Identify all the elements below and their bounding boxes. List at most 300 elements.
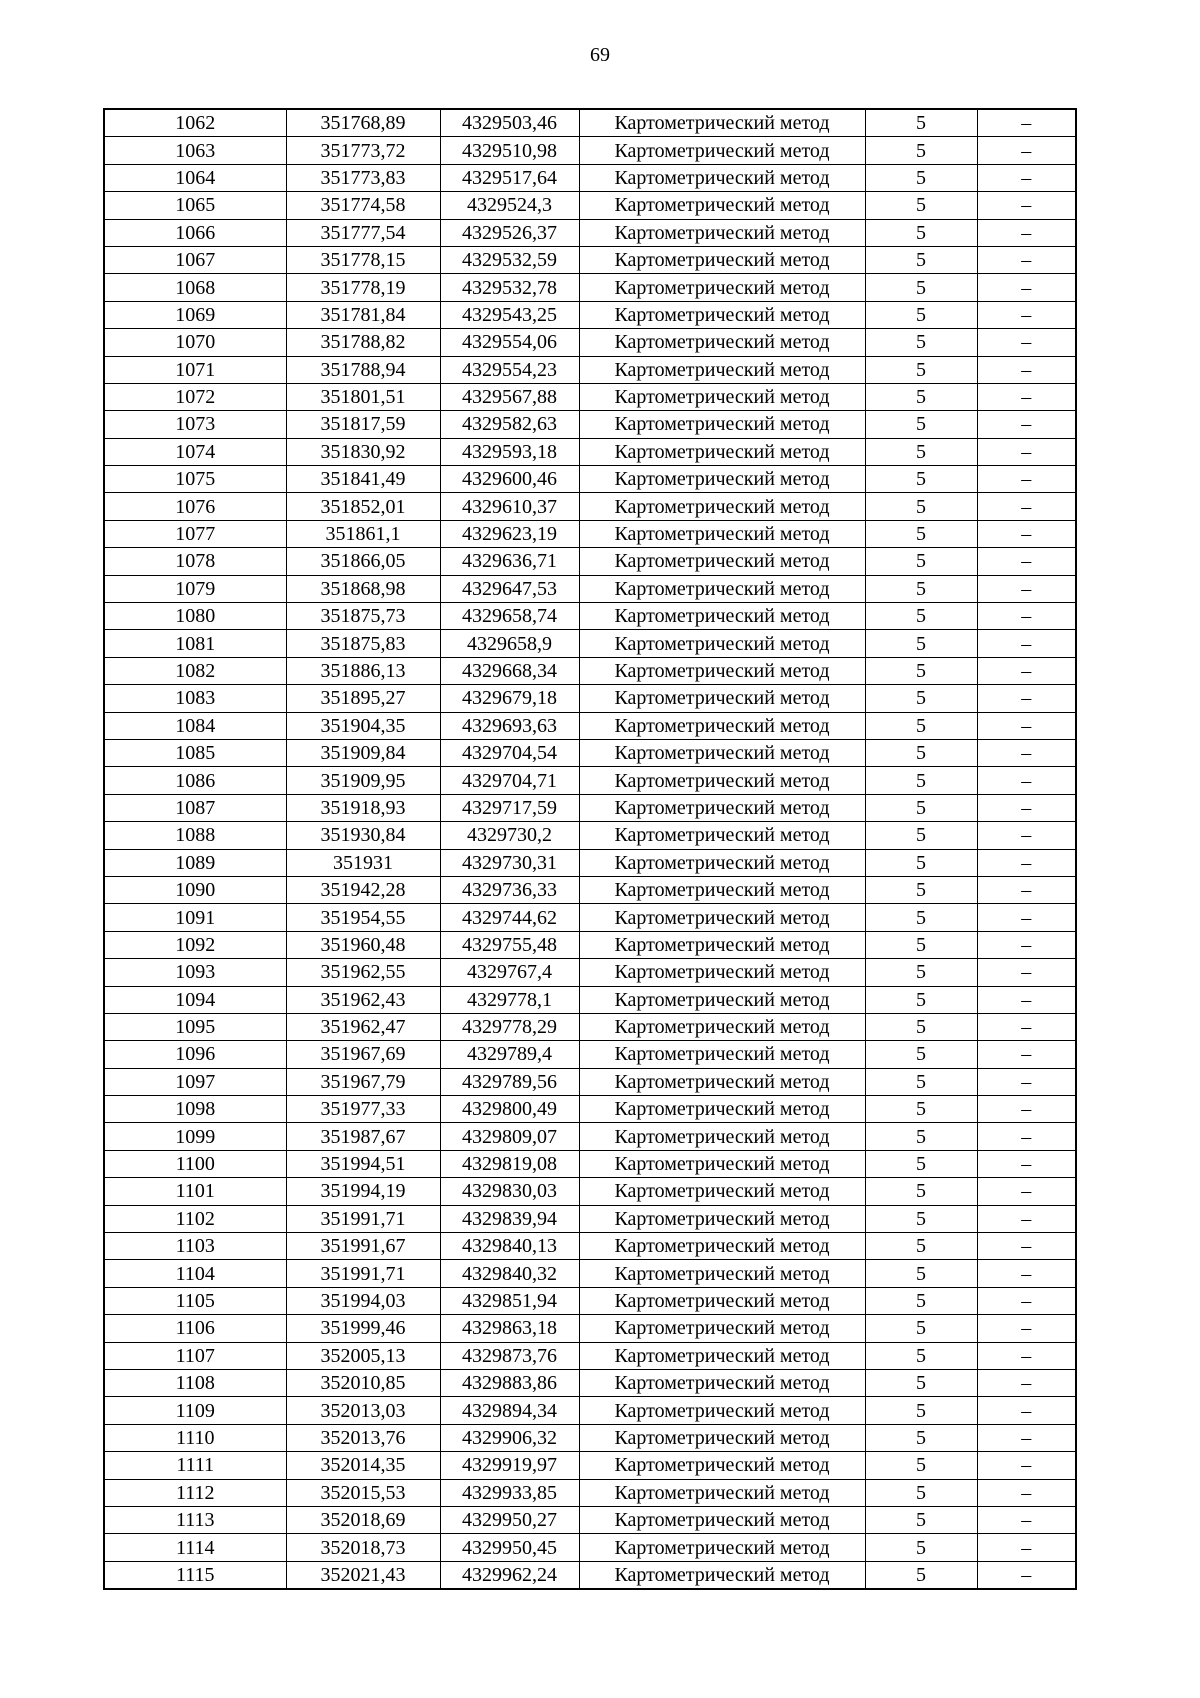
description-cell: –	[977, 520, 1076, 547]
method-cell: Картометрический метод	[579, 164, 865, 191]
y-coordinate-cell: 4329730,2	[440, 822, 579, 849]
accuracy-cell: 5	[865, 219, 977, 246]
accuracy-cell: 5	[865, 1013, 977, 1040]
accuracy-cell: 5	[865, 1287, 977, 1314]
method-cell: Картометрический метод	[579, 1013, 865, 1040]
method-cell: Картометрический метод	[579, 1041, 865, 1068]
y-coordinate-cell: 4329950,45	[440, 1534, 579, 1561]
accuracy-cell: 5	[865, 274, 977, 301]
accuracy-cell: 5	[865, 1315, 977, 1342]
accuracy-cell: 5	[865, 904, 977, 931]
description-cell: –	[977, 1123, 1076, 1150]
x-coordinate-cell: 351781,84	[286, 301, 440, 328]
description-cell: –	[977, 301, 1076, 328]
point-number-cell: 1076	[104, 493, 286, 520]
description-cell: –	[977, 1041, 1076, 1068]
method-cell: Картометрический метод	[579, 739, 865, 766]
method-cell: Картометрический метод	[579, 1123, 865, 1150]
accuracy-cell: 5	[865, 630, 977, 657]
y-coordinate-cell: 4329668,34	[440, 657, 579, 684]
method-cell: Картометрический метод	[579, 986, 865, 1013]
description-cell: –	[977, 329, 1076, 356]
y-coordinate-cell: 4329600,46	[440, 466, 579, 493]
point-number-cell: 1078	[104, 548, 286, 575]
table-row	[104, 876, 1076, 903]
y-coordinate-cell: 4329554,23	[440, 356, 579, 383]
x-coordinate-cell: 351962,43	[286, 986, 440, 1013]
accuracy-cell: 5	[865, 246, 977, 273]
accuracy-cell: 5	[865, 822, 977, 849]
description-cell: –	[977, 1013, 1076, 1040]
x-coordinate-cell: 351991,71	[286, 1205, 440, 1232]
accuracy-cell: 5	[865, 466, 977, 493]
x-coordinate-cell: 352013,76	[286, 1424, 440, 1451]
x-coordinate-cell: 351909,95	[286, 767, 440, 794]
method-cell: Картометрический метод	[579, 1205, 865, 1232]
accuracy-cell: 5	[865, 959, 977, 986]
table-row	[104, 1013, 1076, 1040]
method-cell: Картометрический метод	[579, 712, 865, 739]
accuracy-cell: 5	[865, 657, 977, 684]
y-coordinate-cell: 4329819,08	[440, 1150, 579, 1177]
accuracy-cell: 5	[865, 329, 977, 356]
y-coordinate-cell: 4329647,53	[440, 575, 579, 602]
accuracy-cell: 5	[865, 794, 977, 821]
y-coordinate-cell: 4329582,63	[440, 411, 579, 438]
accuracy-cell: 5	[865, 520, 977, 547]
method-cell: Картометрический метод	[579, 1506, 865, 1533]
description-cell: –	[977, 1534, 1076, 1561]
table-row	[104, 274, 1076, 301]
y-coordinate-cell: 4329894,34	[440, 1397, 579, 1424]
accuracy-cell: 5	[865, 1096, 977, 1123]
x-coordinate-cell: 351875,83	[286, 630, 440, 657]
point-number-cell: 1085	[104, 739, 286, 766]
point-number-cell: 1092	[104, 931, 286, 958]
table-row	[104, 712, 1076, 739]
y-coordinate-cell: 4329704,71	[440, 767, 579, 794]
description-cell: –	[977, 192, 1076, 219]
description-cell: –	[977, 931, 1076, 958]
x-coordinate-cell: 351841,49	[286, 466, 440, 493]
accuracy-cell: 5	[865, 493, 977, 520]
y-coordinate-cell: 4329532,59	[440, 246, 579, 273]
x-coordinate-cell: 352013,03	[286, 1397, 440, 1424]
point-number-cell: 1098	[104, 1096, 286, 1123]
point-number-cell: 1075	[104, 466, 286, 493]
y-coordinate-cell: 4329543,25	[440, 301, 579, 328]
point-number-cell: 1065	[104, 192, 286, 219]
x-coordinate-cell: 351991,67	[286, 1233, 440, 1260]
y-coordinate-cell: 4329809,07	[440, 1123, 579, 1150]
description-cell: –	[977, 383, 1076, 410]
x-coordinate-cell: 351777,54	[286, 219, 440, 246]
method-cell: Картометрический метод	[579, 1096, 865, 1123]
y-coordinate-cell: 4329658,74	[440, 603, 579, 630]
table-row	[104, 904, 1076, 931]
point-number-cell: 1100	[104, 1150, 286, 1177]
table-row	[104, 520, 1076, 547]
y-coordinate-cell: 4329679,18	[440, 685, 579, 712]
point-number-cell: 1063	[104, 137, 286, 164]
description-cell: –	[977, 1287, 1076, 1314]
table-row	[104, 959, 1076, 986]
accuracy-cell: 5	[865, 438, 977, 465]
x-coordinate-cell: 351918,93	[286, 794, 440, 821]
y-coordinate-cell: 4329839,94	[440, 1205, 579, 1232]
x-coordinate-cell: 351817,59	[286, 411, 440, 438]
y-coordinate-cell: 4329693,63	[440, 712, 579, 739]
x-coordinate-cell: 351768,89	[286, 109, 440, 137]
point-number-cell: 1095	[104, 1013, 286, 1040]
description-cell: –	[977, 438, 1076, 465]
x-coordinate-cell: 351875,73	[286, 603, 440, 630]
x-coordinate-cell: 351866,05	[286, 548, 440, 575]
method-cell: Картометрический метод	[579, 575, 865, 602]
table-row	[104, 1369, 1076, 1396]
point-number-cell: 1093	[104, 959, 286, 986]
point-number-cell: 1091	[104, 904, 286, 931]
x-coordinate-cell: 351868,98	[286, 575, 440, 602]
accuracy-cell: 5	[865, 767, 977, 794]
accuracy-cell: 5	[865, 1041, 977, 1068]
y-coordinate-cell: 4329873,76	[440, 1342, 579, 1369]
method-cell: Картометрический метод	[579, 383, 865, 410]
description-cell: –	[977, 466, 1076, 493]
description-cell: –	[977, 164, 1076, 191]
description-cell: –	[977, 767, 1076, 794]
x-coordinate-cell: 351962,55	[286, 959, 440, 986]
y-coordinate-cell: 4329767,4	[440, 959, 579, 986]
point-number-cell: 1082	[104, 657, 286, 684]
x-coordinate-cell: 351909,84	[286, 739, 440, 766]
table-row	[104, 685, 1076, 712]
description-cell: –	[977, 1342, 1076, 1369]
table-row	[104, 1150, 1076, 1177]
accuracy-cell: 5	[865, 931, 977, 958]
description-cell: –	[977, 1452, 1076, 1479]
accuracy-cell: 5	[865, 109, 977, 137]
accuracy-cell: 5	[865, 1150, 977, 1177]
y-coordinate-cell: 4329840,13	[440, 1233, 579, 1260]
accuracy-cell: 5	[865, 164, 977, 191]
description-cell: –	[977, 739, 1076, 766]
description-cell: –	[977, 904, 1076, 931]
point-number-cell: 1073	[104, 411, 286, 438]
y-coordinate-cell: 4329524,3	[440, 192, 579, 219]
method-cell: Картометрический метод	[579, 1068, 865, 1095]
point-number-cell: 1086	[104, 767, 286, 794]
method-cell: Картометрический метод	[579, 466, 865, 493]
table-row	[104, 1123, 1076, 1150]
method-cell: Картометрический метод	[579, 192, 865, 219]
x-coordinate-cell: 351942,28	[286, 876, 440, 903]
accuracy-cell: 5	[865, 685, 977, 712]
description-cell: –	[977, 493, 1076, 520]
point-number-cell: 1062	[104, 109, 286, 137]
method-cell: Картометрический метод	[579, 794, 865, 821]
table-row	[104, 1479, 1076, 1506]
x-coordinate-cell: 352018,69	[286, 1506, 440, 1533]
table-row	[104, 575, 1076, 602]
table-row	[104, 1178, 1076, 1205]
table-row	[104, 794, 1076, 821]
table-row	[104, 164, 1076, 191]
point-number-cell: 1109	[104, 1397, 286, 1424]
description-cell: –	[977, 137, 1076, 164]
accuracy-cell: 5	[865, 575, 977, 602]
accuracy-cell: 5	[865, 1369, 977, 1396]
point-number-cell: 1070	[104, 329, 286, 356]
point-number-cell: 1107	[104, 1342, 286, 1369]
x-coordinate-cell: 351994,03	[286, 1287, 440, 1314]
table-row	[104, 849, 1076, 876]
point-number-cell: 1101	[104, 1178, 286, 1205]
point-number-cell: 1115	[104, 1561, 286, 1589]
y-coordinate-cell: 4329526,37	[440, 219, 579, 246]
table-row	[104, 1315, 1076, 1342]
point-number-cell: 1111	[104, 1452, 286, 1479]
description-cell: –	[977, 109, 1076, 137]
y-coordinate-cell: 4329567,88	[440, 383, 579, 410]
y-coordinate-cell: 4329510,98	[440, 137, 579, 164]
accuracy-cell: 5	[865, 1233, 977, 1260]
table-row	[104, 1205, 1076, 1232]
method-cell: Картометрический метод	[579, 274, 865, 301]
description-cell: –	[977, 603, 1076, 630]
accuracy-cell: 5	[865, 739, 977, 766]
method-cell: Картометрический метод	[579, 1561, 865, 1589]
table-row	[104, 438, 1076, 465]
method-cell: Картометрический метод	[579, 1452, 865, 1479]
x-coordinate-cell: 351895,27	[286, 685, 440, 712]
x-coordinate-cell: 352005,13	[286, 1342, 440, 1369]
point-number-cell: 1105	[104, 1287, 286, 1314]
accuracy-cell: 5	[865, 383, 977, 410]
x-coordinate-cell: 351962,47	[286, 1013, 440, 1040]
method-cell: Картометрический метод	[579, 1315, 865, 1342]
method-cell: Картометрический метод	[579, 520, 865, 547]
table-row	[104, 1342, 1076, 1369]
table-row	[104, 329, 1076, 356]
table-row	[104, 1096, 1076, 1123]
table-row	[104, 383, 1076, 410]
table-row	[104, 1041, 1076, 1068]
method-cell: Картометрический метод	[579, 959, 865, 986]
method-cell: Картометрический метод	[579, 876, 865, 903]
method-cell: Картометрический метод	[579, 301, 865, 328]
x-coordinate-cell: 352018,73	[286, 1534, 440, 1561]
table-row	[104, 411, 1076, 438]
description-cell: –	[977, 575, 1076, 602]
y-coordinate-cell: 4329730,31	[440, 849, 579, 876]
point-number-cell: 1094	[104, 986, 286, 1013]
point-number-cell: 1084	[104, 712, 286, 739]
accuracy-cell: 5	[865, 1178, 977, 1205]
accuracy-cell: 5	[865, 986, 977, 1013]
table-row	[104, 246, 1076, 273]
point-number-cell: 1112	[104, 1479, 286, 1506]
x-coordinate-cell: 351987,67	[286, 1123, 440, 1150]
point-number-cell: 1074	[104, 438, 286, 465]
description-cell: –	[977, 1561, 1076, 1589]
accuracy-cell: 5	[865, 1068, 977, 1095]
method-cell: Картометрический метод	[579, 1178, 865, 1205]
y-coordinate-cell: 4329933,85	[440, 1479, 579, 1506]
coordinates-table-body	[104, 109, 1076, 1589]
method-cell: Картометрический метод	[579, 219, 865, 246]
table-row	[104, 356, 1076, 383]
method-cell: Картометрический метод	[579, 1479, 865, 1506]
method-cell: Картометрический метод	[579, 603, 865, 630]
x-coordinate-cell: 351967,79	[286, 1068, 440, 1095]
description-cell: –	[977, 657, 1076, 684]
method-cell: Картометрический метод	[579, 356, 865, 383]
description-cell: –	[977, 1233, 1076, 1260]
accuracy-cell: 5	[865, 1506, 977, 1533]
y-coordinate-cell: 4329851,94	[440, 1287, 579, 1314]
table-row	[104, 603, 1076, 630]
method-cell: Картометрический метод	[579, 822, 865, 849]
x-coordinate-cell: 351954,55	[286, 904, 440, 931]
method-cell: Картометрический метод	[579, 548, 865, 575]
y-coordinate-cell: 4329919,97	[440, 1452, 579, 1479]
description-cell: –	[977, 1397, 1076, 1424]
table-row	[104, 1452, 1076, 1479]
table-row	[104, 1233, 1076, 1260]
accuracy-cell: 5	[865, 1479, 977, 1506]
table-row	[104, 630, 1076, 657]
table-row	[104, 301, 1076, 328]
y-coordinate-cell: 4329863,18	[440, 1315, 579, 1342]
x-coordinate-cell: 351830,92	[286, 438, 440, 465]
accuracy-cell: 5	[865, 1123, 977, 1150]
point-number-cell: 1104	[104, 1260, 286, 1287]
y-coordinate-cell: 4329736,33	[440, 876, 579, 903]
y-coordinate-cell: 4329717,59	[440, 794, 579, 821]
x-coordinate-cell: 351788,82	[286, 329, 440, 356]
coordinates-table	[103, 108, 1077, 1590]
point-number-cell: 1096	[104, 1041, 286, 1068]
x-coordinate-cell: 351778,19	[286, 274, 440, 301]
description-cell: –	[977, 246, 1076, 273]
y-coordinate-cell: 4329778,29	[440, 1013, 579, 1040]
table-row	[104, 1424, 1076, 1451]
y-coordinate-cell: 4329704,54	[440, 739, 579, 766]
point-number-cell: 1089	[104, 849, 286, 876]
description-cell: –	[977, 794, 1076, 821]
page-number: 69	[590, 44, 610, 66]
point-number-cell: 1071	[104, 356, 286, 383]
accuracy-cell: 5	[865, 1561, 977, 1589]
description-cell: –	[977, 1369, 1076, 1396]
table-row	[104, 109, 1076, 137]
description-cell: –	[977, 986, 1076, 1013]
point-number-cell: 1064	[104, 164, 286, 191]
x-coordinate-cell: 351931	[286, 849, 440, 876]
y-coordinate-cell: 4329950,27	[440, 1506, 579, 1533]
accuracy-cell: 5	[865, 1260, 977, 1287]
table-row	[104, 192, 1076, 219]
method-cell: Картометрический метод	[579, 493, 865, 520]
y-coordinate-cell: 4329800,49	[440, 1096, 579, 1123]
table-row	[104, 986, 1076, 1013]
x-coordinate-cell: 351994,19	[286, 1178, 440, 1205]
y-coordinate-cell: 4329830,03	[440, 1178, 579, 1205]
x-coordinate-cell: 352010,85	[286, 1369, 440, 1396]
table-row	[104, 493, 1076, 520]
accuracy-cell: 5	[865, 301, 977, 328]
description-cell: –	[977, 1178, 1076, 1205]
accuracy-cell: 5	[865, 603, 977, 630]
point-number-cell: 1069	[104, 301, 286, 328]
table-row	[104, 1561, 1076, 1589]
point-number-cell: 1066	[104, 219, 286, 246]
y-coordinate-cell: 4329744,62	[440, 904, 579, 931]
method-cell: Картометрический метод	[579, 246, 865, 273]
table-row	[104, 1397, 1076, 1424]
accuracy-cell: 5	[865, 192, 977, 219]
y-coordinate-cell: 4329593,18	[440, 438, 579, 465]
y-coordinate-cell: 4329883,86	[440, 1369, 579, 1396]
method-cell: Картометрический метод	[579, 1369, 865, 1396]
description-cell: –	[977, 1205, 1076, 1232]
table-row	[104, 137, 1076, 164]
table-row	[104, 1287, 1076, 1314]
x-coordinate-cell: 351999,46	[286, 1315, 440, 1342]
description-cell: –	[977, 219, 1076, 246]
x-coordinate-cell: 351774,58	[286, 192, 440, 219]
table-row	[104, 548, 1076, 575]
x-coordinate-cell: 351773,83	[286, 164, 440, 191]
description-cell: –	[977, 712, 1076, 739]
accuracy-cell: 5	[865, 1205, 977, 1232]
point-number-cell: 1097	[104, 1068, 286, 1095]
description-cell: –	[977, 1479, 1076, 1506]
x-coordinate-cell: 352014,35	[286, 1452, 440, 1479]
y-coordinate-cell: 4329610,37	[440, 493, 579, 520]
method-cell: Картометрический метод	[579, 411, 865, 438]
accuracy-cell: 5	[865, 876, 977, 903]
method-cell: Картометрический метод	[579, 329, 865, 356]
x-coordinate-cell: 351977,33	[286, 1096, 440, 1123]
x-coordinate-cell: 351778,15	[286, 246, 440, 273]
description-cell: –	[977, 548, 1076, 575]
point-number-cell: 1099	[104, 1123, 286, 1150]
y-coordinate-cell: 4329503,46	[440, 109, 579, 137]
point-number-cell: 1108	[104, 1369, 286, 1396]
table-row	[104, 739, 1076, 766]
table-row	[104, 822, 1076, 849]
table-row	[104, 1506, 1076, 1533]
y-coordinate-cell: 4329778,1	[440, 986, 579, 1013]
x-coordinate-cell: 351861,1	[286, 520, 440, 547]
point-number-cell: 1103	[104, 1233, 286, 1260]
method-cell: Картометрический метод	[579, 1150, 865, 1177]
table-row	[104, 767, 1076, 794]
accuracy-cell: 5	[865, 411, 977, 438]
x-coordinate-cell: 351788,94	[286, 356, 440, 383]
description-cell: –	[977, 274, 1076, 301]
method-cell: Картометрический метод	[579, 630, 865, 657]
y-coordinate-cell: 4329517,64	[440, 164, 579, 191]
y-coordinate-cell: 4329840,32	[440, 1260, 579, 1287]
description-cell: –	[977, 1068, 1076, 1095]
x-coordinate-cell: 351994,51	[286, 1150, 440, 1177]
method-cell: Картометрический метод	[579, 931, 865, 958]
method-cell: Картометрический метод	[579, 1342, 865, 1369]
table-row	[104, 219, 1076, 246]
